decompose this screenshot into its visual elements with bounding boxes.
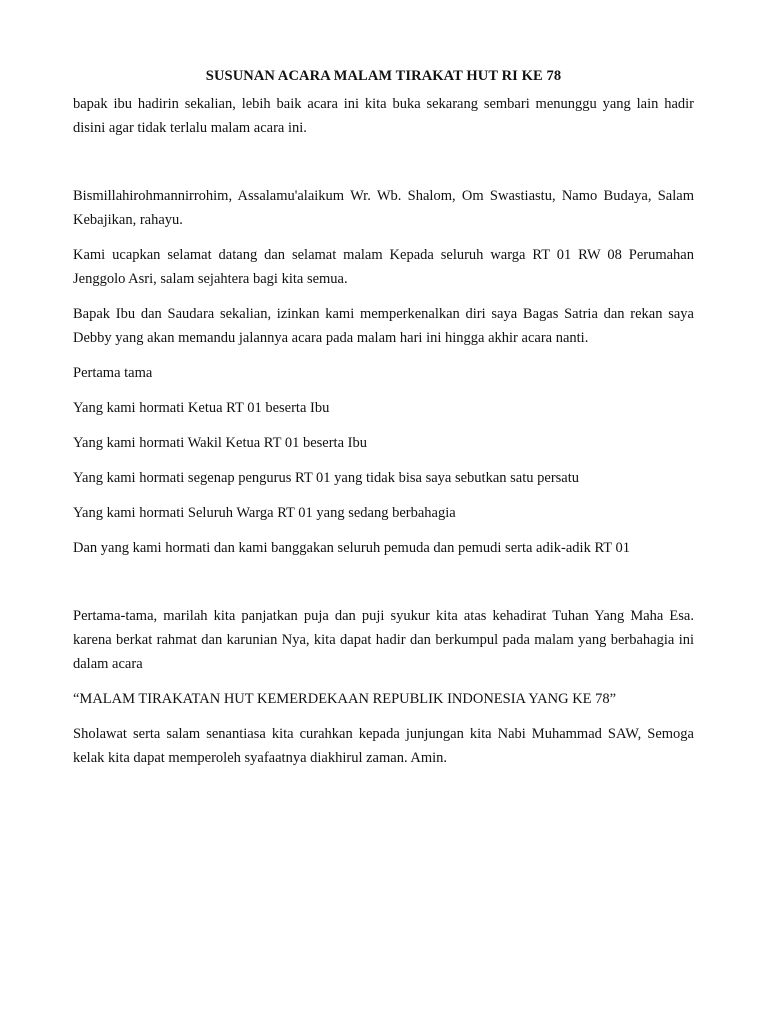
paragraph-event-name: “MALAM TIRAKATAN HUT KEMERDEKAAN REPUBLIK INDONESIA YANG KE 78” [73,691,617,707]
document-page [73,66,694,770]
paragraph-welcome: Kami ucapkan selamat datang dan selamat malam Kepada seluruh warga RT 01 RW 08 Perumahan Jenggolo Asri, salam sejahtera bagi kita semua. [73,247,694,287]
paragraph-gratitude: Pertama-tama, marilah kita panjatkan puja dan puji syukur kita atas kehadirat Tuhan Yang Maha Esa. karena berkat rahmat dan karunian Nya, kita dapat hadir dan berkumpul pada malam yang berbahagia ini dalam acara [73,608,694,672]
paragraph-opening: bapak ibu hadirin sekalian, lebih baik acara ini kita buka sekarang sembari menunggu yang lain hadir disini agar tidak terlalu malam acara ini. [73,96,694,136]
list-item-honor-pemuda: Dan yang kami hormati dan kami banggakan seluruh pemuda dan pemudi serta adik-adik RT 01 [73,540,630,556]
paragraph-sholawat: Sholawat serta salam senantiasa kita curahkan kepada junjungan kita Nabi Muhammad SAW, Semoga kelak kita dapat memperoleh syafaatnya diakhirul zaman. Amin. [73,726,694,766]
paragraph-greeting: Bismillahirohmannirrohim, Assalamu'alaikum Wr. Wb. Shalom, Om Swastiastu, Namo Budaya, Salam Kebajikan, rahayu. [73,188,694,228]
list-item-honor-warga: Yang kami hormati Seluruh Warga RT 01 yang sedang berbahagia [73,505,456,521]
list-item-honor-wakil: Yang kami hormati Wakil Ketua RT 01 beserta Ibu [73,435,367,451]
list-item-honor-pengurus: Yang kami hormati segenap pengurus RT 01 yang tidak bisa saya sebutkan satu persatu [73,470,579,486]
paragraph-introduction: Bapak Ibu dan Saudara sekalian, izinkan kami memperkenalkan diri saya Bagas Satria dan rekan saya Debby yang akan memandu jalannya acara pada malam hari ini hingga akhir acara nanti. [73,306,694,346]
page-title: SUSUNAN ACARA MALAM TIRAKAT HUT RI KE 78 [205,68,562,84]
list-item-honor-ketua: Yang kami hormati Ketua RT 01 beserta Ibu [73,400,330,416]
paragraph-first: Pertama tama [73,365,153,381]
